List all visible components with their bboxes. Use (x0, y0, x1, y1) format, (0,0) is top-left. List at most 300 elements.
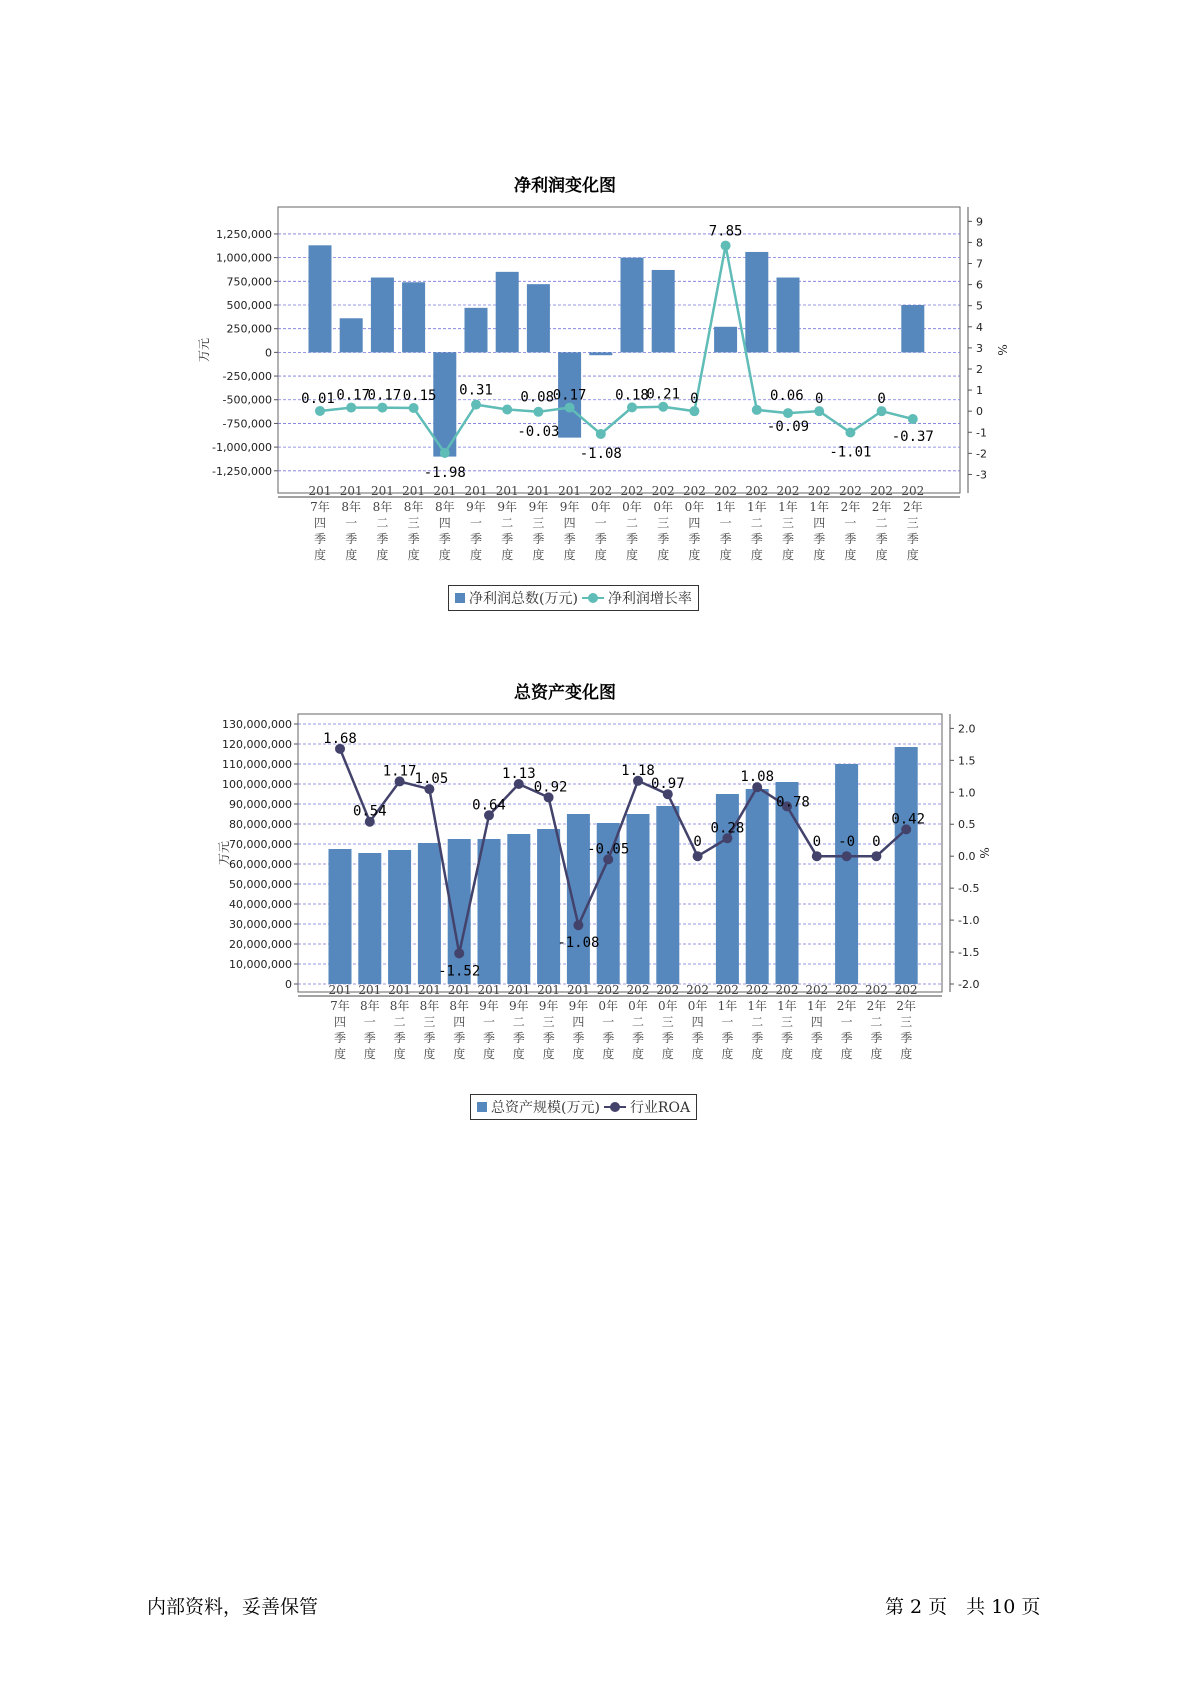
line-point (752, 405, 762, 415)
x-category-label: 季 (532, 532, 545, 546)
x-category-label: 四 (810, 1015, 823, 1029)
data-label: 0.42 (891, 811, 926, 828)
data-label: 0.28 (710, 820, 745, 837)
x-category-label: 二 (376, 516, 389, 530)
bar (388, 850, 411, 984)
x-category-label: 三 (780, 1015, 794, 1029)
line-point (721, 241, 731, 251)
x-category-label: 8年 (449, 999, 470, 1013)
x-category-label: 1年 (715, 500, 736, 514)
x-category-label: 201 (328, 983, 352, 997)
bar (589, 352, 612, 355)
x-category-label: 二 (870, 1015, 883, 1029)
x-category-label: 四 (572, 1015, 585, 1029)
x-category-label: 201 (526, 484, 550, 498)
data-label: -0.37 (891, 428, 934, 445)
data-label: 0.01 (301, 390, 335, 407)
y-right-tick-label: 3 (976, 341, 983, 355)
x-category-label: 度 (363, 1047, 376, 1061)
x-category-label: 季 (661, 1031, 674, 1045)
y-left-tick-label: 70,000,000 (229, 838, 292, 851)
data-label: 0.06 (769, 387, 804, 404)
x-category-label: 202 (835, 983, 859, 997)
y-right-tick-label: -2 (976, 447, 987, 461)
data-label: 0.97 (650, 776, 685, 793)
x-category-label: 1年 (778, 500, 798, 514)
data-label: -1.08 (579, 445, 622, 462)
x-category-label: 三 (407, 516, 420, 530)
line-point (842, 851, 852, 861)
x-category-label: 度 (563, 548, 576, 562)
x-category-label: 三 (781, 516, 795, 530)
line-point (812, 851, 822, 861)
x-category-label: 四 (453, 1015, 466, 1029)
x-category-label: 四 (691, 1015, 704, 1029)
data-label: 1.08 (740, 769, 775, 786)
x-category-label: 202 (589, 484, 613, 498)
x-category-label: 2年 (840, 500, 861, 514)
x-category-label: 季 (810, 1031, 823, 1045)
bar (777, 278, 800, 353)
x-category-label: 202 (620, 484, 644, 498)
x-category-label: 季 (657, 532, 670, 546)
legend-line-label: 行业ROA (629, 1100, 691, 1116)
data-label: 0.21 (646, 386, 681, 403)
x-category-label: 季 (313, 532, 327, 546)
x-category-label: 202 (807, 484, 831, 498)
y-right-tick-label: -1 (976, 426, 987, 440)
y-left-tick-label: 120,000,000 (222, 738, 292, 751)
x-category-label: 9年 (568, 999, 589, 1013)
line-point (871, 851, 881, 861)
x-category-label: 202 (686, 983, 710, 997)
bar (621, 258, 644, 353)
x-category-label: 度 (376, 548, 389, 562)
x-category-label: 度 (875, 548, 888, 562)
x-category-label: 8年 (372, 500, 393, 514)
bar (745, 252, 768, 352)
data-label: 0 (690, 391, 699, 408)
x-category-label: 1年 (806, 999, 827, 1013)
y-right-axis-label: % (995, 344, 1009, 356)
line-point (533, 407, 543, 417)
x-category-label: 201 (477, 983, 501, 997)
bar (309, 245, 332, 352)
x-category-label: 季 (376, 532, 389, 546)
x-category-label: 季 (423, 1031, 436, 1045)
x-category-label: 二 (501, 516, 514, 530)
bar (507, 834, 530, 984)
bar (478, 839, 501, 984)
data-label: 0 (877, 391, 886, 408)
x-category-label: 季 (512, 1031, 525, 1045)
line-point (454, 948, 464, 958)
x-category-label: 1年 (809, 500, 830, 514)
x-category-label: 度 (721, 1047, 734, 1061)
x-category-label: 四 (333, 1015, 347, 1029)
y-left-tick-label: -1,000,000 (212, 441, 272, 455)
line-point (440, 448, 450, 458)
legend-bar-label: 净利润总数(万元) (469, 591, 578, 607)
x-category-label: 9年 (466, 500, 486, 514)
x-category-label: 1年 (746, 500, 767, 514)
total-assets-chart (150, 702, 991, 1097)
x-category-label: 季 (781, 532, 795, 546)
x-category-label: 202 (838, 484, 862, 498)
net-profit-chart (150, 195, 1009, 590)
x-category-label: 201 (464, 484, 488, 498)
x-category-label: 2年 (836, 999, 857, 1013)
x-category-label: 季 (875, 532, 888, 546)
x-category-label: 度 (750, 548, 763, 562)
line-point (346, 403, 356, 413)
x-category-label: 三 (900, 1015, 913, 1029)
x-category-label: 0年 (684, 500, 705, 514)
y-right-tick-label: 1.0 (958, 786, 976, 800)
x-category-label: 二 (751, 1015, 764, 1029)
x-category-label: 9年 (508, 999, 529, 1013)
x-category-label: 二 (625, 516, 639, 530)
data-label: -0.03 (517, 423, 560, 440)
data-label: 0.18 (615, 387, 649, 404)
y-left-axis-label: 万元 (197, 337, 211, 363)
x-category-label: 季 (870, 1031, 883, 1045)
x-category-label: 度 (900, 1047, 913, 1061)
y-right-tick-label: -1.0 (958, 914, 980, 928)
y-right-tick-label: 1.5 (958, 754, 976, 768)
x-category-label: 度 (313, 548, 327, 562)
data-label: -1.01 (829, 444, 872, 461)
x-category-label: 季 (501, 532, 514, 546)
x-category-label: 季 (906, 532, 919, 546)
data-label: 0.17 (552, 387, 587, 404)
data-label: -0.05 (587, 841, 630, 858)
chart-legend (470, 1094, 697, 1120)
y-right-tick-label: -1.5 (958, 946, 980, 960)
x-category-label: 202 (864, 983, 888, 997)
x-category-label: 季 (602, 1031, 615, 1045)
x-category-label: 202 (745, 983, 769, 997)
x-category-label: 8年 (434, 500, 455, 514)
y-right-tick-label: 8 (976, 236, 983, 250)
x-category-label: 度 (469, 548, 483, 562)
y-left-tick-label: 250,000 (226, 322, 272, 336)
x-category-label: 度 (719, 548, 732, 562)
x-category-label: 度 (625, 548, 639, 562)
bar (537, 829, 560, 984)
x-category-label: 一 (345, 516, 358, 530)
data-label: 1.17 (382, 763, 417, 780)
data-label: 0 (814, 391, 824, 408)
x-category-label: 202 (775, 983, 799, 997)
x-category-label: 202 (656, 983, 680, 997)
x-category-label: 度 (781, 548, 795, 562)
data-label: 1.13 (501, 765, 536, 782)
x-category-label: 一 (844, 516, 857, 530)
x-category-label: 一 (721, 1015, 734, 1029)
y-right-tick-label: 2.0 (958, 722, 976, 736)
y-left-tick-label: 90,000,000 (229, 798, 292, 811)
bar (567, 814, 590, 984)
bar (652, 270, 675, 352)
x-category-label: 201 (402, 484, 426, 498)
data-label: 1.68 (323, 730, 357, 747)
x-category-label: 度 (844, 548, 857, 562)
bar (835, 764, 858, 984)
y-left-tick-label: -750,000 (222, 417, 272, 431)
data-label: 0.08 (520, 389, 555, 406)
y-right-tick-label: 6 (976, 278, 983, 292)
x-category-label: 四 (563, 516, 576, 530)
x-category-label: 度 (407, 548, 420, 562)
x-category-label: 0年 (653, 500, 674, 514)
x-category-label: 202 (651, 484, 675, 498)
x-category-label: 度 (906, 548, 919, 562)
bar (776, 782, 799, 984)
data-label: 0 (872, 834, 881, 851)
x-category-label: 季 (469, 532, 483, 546)
x-category-label: 度 (870, 1047, 883, 1061)
y-left-tick-label: 0 (265, 346, 272, 360)
bar (496, 272, 519, 353)
x-category-label: 度 (542, 1047, 555, 1061)
data-label: -1.98 (423, 464, 466, 481)
y-right-tick-label: 0.0 (958, 850, 976, 864)
x-category-label: 度 (345, 548, 358, 562)
x-category-label: 四 (688, 516, 701, 530)
x-category-label: 0年 (657, 999, 678, 1013)
x-category-label: 季 (688, 532, 701, 546)
data-label: 0.31 (459, 382, 493, 399)
line-point (658, 402, 668, 412)
x-category-label: 季 (542, 1031, 555, 1045)
x-category-label: 202 (596, 983, 620, 997)
x-category-label: 201 (566, 983, 590, 997)
legend-line-swatch (582, 592, 604, 604)
line-point (377, 403, 387, 413)
y-right-tick-label: 1 (976, 384, 983, 398)
x-category-label: 一 (840, 1015, 853, 1029)
line-point (409, 403, 419, 413)
x-category-label: 度 (572, 1047, 585, 1061)
x-category-label: 一 (594, 516, 607, 530)
x-category-label: 201 (537, 983, 561, 997)
x-category-label: 度 (661, 1047, 674, 1061)
bar (714, 327, 737, 353)
x-category-label: 7年 (310, 500, 330, 514)
x-category-label: 季 (750, 532, 763, 546)
x-category-label: 度 (691, 1047, 704, 1061)
x-category-label: 季 (482, 1031, 496, 1045)
x-category-label: 一 (482, 1015, 496, 1029)
x-category-label: 度 (501, 548, 514, 562)
x-category-label: 2年 (866, 999, 887, 1013)
x-category-label: 201 (495, 484, 519, 498)
y-right-tick-label: 4 (976, 320, 983, 334)
x-category-label: 四 (438, 516, 451, 530)
y-left-tick-label: 1,000,000 (216, 251, 272, 265)
line-point (471, 400, 481, 410)
x-category-label: 度 (594, 548, 607, 562)
line-point (693, 851, 703, 861)
x-category-label: 202 (805, 983, 829, 997)
x-category-label: 度 (657, 548, 670, 562)
bar (901, 305, 924, 352)
x-category-label: 度 (423, 1047, 436, 1061)
net-profit-chart-block (150, 165, 1009, 625)
line-point (573, 920, 583, 930)
y-left-tick-label: 500,000 (226, 299, 272, 312)
x-category-label: 季 (345, 532, 358, 546)
legend-bar-swatch (455, 593, 465, 603)
x-category-label: 201 (308, 484, 332, 498)
x-category-label: 0年 (628, 999, 648, 1013)
data-label: 0.78 (776, 794, 810, 811)
x-category-label: 202 (776, 484, 800, 498)
line-point (908, 414, 918, 424)
line-point (627, 402, 637, 412)
y-right-tick-label: 2 (976, 362, 983, 376)
line-point (689, 406, 699, 416)
legend-line-label: 净利润增长率 (607, 591, 692, 607)
bar (746, 789, 769, 984)
y-right-tick-label: -3 (976, 468, 987, 482)
x-category-label: 201 (388, 983, 412, 997)
x-category-label: 三 (657, 516, 670, 530)
x-category-label: 度 (810, 1047, 823, 1061)
chart-legend (448, 585, 699, 611)
y-right-tick-label: -0.5 (958, 882, 980, 896)
x-category-label: 季 (393, 1031, 406, 1045)
x-category-label: 季 (625, 532, 639, 546)
bar (402, 282, 425, 352)
x-category-label: 1年 (777, 999, 797, 1013)
x-category-label: 二 (631, 1015, 645, 1029)
x-category-label: 二 (750, 516, 763, 530)
y-left-tick-label: 1,250,000 (216, 227, 272, 241)
x-category-label: 0年 (598, 999, 619, 1013)
x-category-label: 度 (813, 548, 826, 562)
bar (656, 806, 679, 984)
y-right-tick-label: 0 (976, 405, 983, 419)
x-category-label: 度 (751, 1047, 764, 1061)
x-category-label: 2年 (902, 500, 923, 514)
y-left-tick-label: 60,000,000 (229, 858, 292, 871)
x-category-label: 三 (423, 1015, 436, 1029)
x-category-label: 0年 (590, 500, 611, 514)
total-assets-chart-block (150, 672, 991, 1132)
x-category-label: 9年 (528, 500, 549, 514)
x-category-label: 季 (719, 532, 732, 546)
x-category-label: 9年 (538, 999, 559, 1013)
x-category-label: 季 (438, 532, 451, 546)
x-category-label: 季 (363, 1031, 376, 1045)
bar (358, 853, 381, 984)
x-category-label: 季 (333, 1031, 347, 1045)
x-category-label: 9年 (479, 999, 499, 1013)
data-label: 0.15 (402, 388, 437, 405)
x-category-label: 0年 (687, 999, 708, 1013)
x-category-label: 三 (906, 516, 919, 530)
x-category-label: 201 (370, 484, 394, 498)
line-point (565, 403, 575, 413)
x-category-label: 二 (512, 1015, 525, 1029)
y-left-tick-label: 50,000,000 (229, 878, 292, 891)
x-category-label: 一 (602, 1015, 615, 1029)
x-category-label: 二 (393, 1015, 406, 1029)
x-category-label: 202 (626, 983, 650, 997)
x-category-label: 四 (813, 516, 826, 530)
x-category-label: 度 (532, 548, 545, 562)
x-category-label: 度 (602, 1047, 615, 1061)
data-label: 1.18 (621, 762, 655, 779)
data-label: 1.05 (414, 771, 449, 788)
y-right-tick-label: 9 (976, 215, 983, 229)
bar (371, 278, 394, 353)
x-category-label: 度 (780, 1047, 794, 1061)
x-category-label: 季 (751, 1031, 764, 1045)
x-category-label: 1年 (717, 999, 738, 1013)
x-category-label: 202 (714, 484, 738, 498)
x-category-label: 季 (721, 1031, 734, 1045)
x-category-label: 202 (901, 484, 925, 498)
y-left-tick-label: 40,000,000 (229, 898, 292, 911)
x-category-label: 9年 (559, 500, 580, 514)
y-left-tick-label: 20,000,000 (229, 938, 292, 951)
data-label: 0.92 (533, 779, 568, 796)
line-point (845, 427, 855, 437)
bar (340, 318, 363, 352)
x-category-label: 度 (688, 548, 701, 562)
data-label: 0.17 (336, 387, 371, 404)
bar (527, 284, 550, 352)
x-category-label: 202 (894, 983, 918, 997)
line-point (783, 408, 793, 418)
x-category-label: 季 (563, 532, 576, 546)
x-category-label: 一 (469, 516, 483, 530)
data-label: 0.54 (352, 803, 387, 820)
x-category-label: 季 (453, 1031, 466, 1045)
data-label: -0 (838, 834, 856, 851)
x-category-label: 季 (840, 1031, 853, 1045)
x-category-label: 四 (313, 516, 327, 530)
x-category-label: 1年 (747, 999, 768, 1013)
x-category-label: 201 (417, 983, 441, 997)
data-label: 0.17 (367, 387, 402, 404)
x-category-label: 季 (631, 1031, 645, 1045)
x-category-label: 202 (745, 484, 769, 498)
x-category-label: 季 (594, 532, 607, 546)
x-category-label: 201 (339, 484, 363, 498)
x-category-label: 度 (482, 1047, 496, 1061)
data-label: -1.52 (438, 963, 481, 980)
x-category-label: 季 (780, 1031, 794, 1045)
x-category-label: 季 (844, 532, 857, 546)
x-category-label: 201 (507, 983, 531, 997)
x-category-label: 2年 (871, 500, 892, 514)
data-label: 0 (693, 834, 702, 851)
legend-bar-swatch (477, 1102, 487, 1112)
data-label: 0.64 (472, 797, 506, 814)
legend-line-swatch (604, 1101, 626, 1113)
x-category-label: 度 (631, 1047, 645, 1061)
y-left-tick-label: 30,000,000 (229, 918, 292, 931)
x-category-label: 8年 (403, 500, 424, 514)
data-label: 7.85 (708, 223, 743, 240)
line-point (596, 429, 606, 439)
bar (895, 747, 918, 984)
x-category-label: 季 (900, 1031, 913, 1045)
